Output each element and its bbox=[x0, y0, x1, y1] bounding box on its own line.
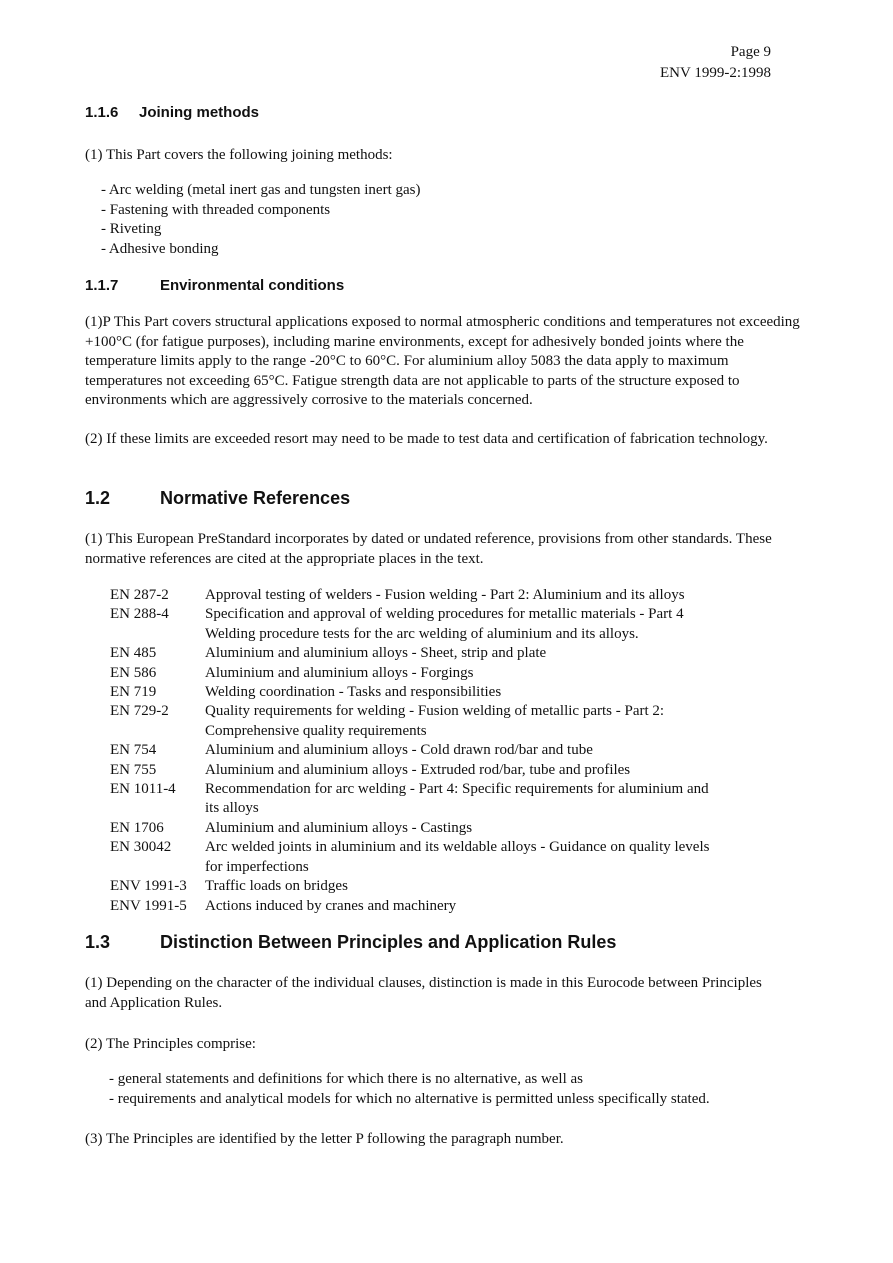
reference-title: Quality requirements for welding - Fusion welding of metallic parts - Part 2: Comprehensive quality requirements bbox=[205, 703, 665, 739]
reference-code: EN 287-2 bbox=[110, 587, 169, 603]
reference-row bbox=[110, 838, 725, 877]
reference-code: EN 755 bbox=[110, 761, 157, 778]
reference-title: Aluminium and aluminium alloys - Cold drawn rod/bar and tube bbox=[205, 742, 593, 759]
reference-row bbox=[110, 586, 725, 605]
reference-title: Recommendation for arc welding - Part 4: Specific requirements for aluminium and its alloys bbox=[205, 781, 709, 817]
reference-code: EN 485 bbox=[110, 645, 157, 662]
section-number: 1.1.7 bbox=[85, 277, 119, 294]
normative-references-list bbox=[110, 586, 725, 916]
section-heading-1-1-7 bbox=[85, 277, 344, 294]
paragraph: (3) The Principles are identified by the letter P following the paragraph number. bbox=[85, 1131, 564, 1147]
section-number: 1.1.6 bbox=[85, 104, 119, 121]
reference-row bbox=[110, 741, 725, 760]
reference-code: EN 1011-4 bbox=[110, 781, 176, 798]
reference-row bbox=[110, 702, 725, 741]
reference-title: Traffic loads on bridges bbox=[205, 878, 348, 895]
section-number: 1.2 bbox=[85, 488, 111, 508]
reference-row bbox=[110, 644, 725, 663]
reference-title: Aluminium and aluminium alloys - Sheet, strip and plate bbox=[205, 645, 547, 662]
reference-title: Aluminium and aluminium alloys - Extruded rod/bar, tube and profiles bbox=[205, 761, 631, 778]
list-item: - Fastening with threaded components bbox=[101, 201, 331, 218]
reference-title: Aluminium and aluminium alloys - Forgings bbox=[205, 664, 474, 681]
page-header bbox=[660, 42, 771, 84]
section-title: Distinction Between Principles and Application Rules bbox=[160, 932, 617, 952]
section-title: Environmental conditions bbox=[160, 277, 345, 294]
reference-row bbox=[110, 605, 725, 644]
section-title: Joining methods bbox=[139, 104, 259, 121]
list-item: - Arc welding (metal inert gas and tungsten inert gas) bbox=[101, 182, 421, 198]
list-item: - Riveting bbox=[101, 221, 162, 237]
reference-title: Arc welded joints in aluminium and its weldable alloys - Guidance on quality levels for imperfections bbox=[205, 839, 710, 875]
paragraph: (1)P This Part covers structural applications exposed to normal atmospheric conditions and temperatures not exceeding +100°C (for fatigue purposes), including marine environments, except for adhesively bonded joints where the temperature limits apply to the range -20°C to 60°C. For aluminium alloy 5083 the data apply to maximum temperatures not exceeding 65°C. Fatigue strength data are not applicable to parts of the structure exposed to environments which are aggressively corrosive to the materials concerned. bbox=[85, 314, 800, 408]
reference-code: ENV 1991-5 bbox=[110, 897, 187, 914]
paragraph: (1) Depending on the character of the individual clauses, distinction is made in this Eurocode between Principles and Application Rules. bbox=[85, 975, 762, 1011]
reference-title: Specification and approval of welding procedures for metallic materials - Part 4 Welding procedure tests for the arc welding of aluminium and its alloys. bbox=[205, 606, 684, 642]
reference-title: Actions induced by cranes and machinery bbox=[205, 897, 457, 914]
reference-code: EN 586 bbox=[110, 664, 157, 681]
reference-row bbox=[110, 664, 725, 683]
paragraph: (2) The Principles comprise: bbox=[85, 1036, 256, 1052]
joining-methods-list bbox=[101, 181, 421, 259]
section-heading-1-3 bbox=[85, 932, 616, 953]
section-number: 1.3 bbox=[85, 932, 111, 952]
reference-row bbox=[110, 897, 725, 916]
reference-code: EN 729-2 bbox=[110, 703, 169, 720]
section-title: Normative References bbox=[160, 488, 351, 508]
principles-list bbox=[109, 1070, 710, 1109]
reference-title: Aluminium and aluminium alloys - Castings bbox=[205, 819, 473, 836]
list-item: - general statements and definitions for which there is no alternative, as well as bbox=[109, 1071, 584, 1087]
reference-code: EN 754 bbox=[110, 742, 157, 759]
reference-row bbox=[110, 819, 725, 838]
section-heading-1-2 bbox=[85, 488, 350, 509]
reference-row bbox=[110, 761, 725, 780]
reference-code: EN 288-4 bbox=[110, 606, 169, 623]
reference-code: EN 30042 bbox=[110, 839, 172, 856]
section-heading-1-1-6 bbox=[85, 104, 259, 121]
reference-title: Approval testing of welders - Fusion welding - Part 2: Aluminium and its alloys bbox=[205, 587, 685, 603]
page-number: Page 9 bbox=[730, 44, 771, 60]
reference-row bbox=[110, 877, 725, 896]
list-item: - Adhesive bonding bbox=[101, 240, 219, 257]
list-item: - requirements and analytical models for which no alternative is permitted unless specifically stated. bbox=[109, 1090, 710, 1107]
reference-code: EN 1706 bbox=[110, 819, 164, 836]
paragraph: (2) If these limits are exceeded resort may need to be made to test data and certification of fabrication technology. bbox=[85, 431, 768, 447]
reference-title: Welding coordination - Tasks and responsibilities bbox=[205, 684, 502, 701]
paragraph: (1) This European PreStandard incorporates by dated or undated reference, provisions from other standards. These normative references are cited at the appropriate places in the text. bbox=[85, 531, 772, 567]
paragraph: (1) This Part covers the following joining methods: bbox=[85, 147, 393, 163]
reference-row bbox=[110, 683, 725, 702]
reference-code: ENV 1991-3 bbox=[110, 878, 187, 895]
document-code: ENV 1999-2:1998 bbox=[660, 65, 771, 81]
reference-row bbox=[110, 780, 725, 819]
reference-code: EN 719 bbox=[110, 684, 157, 701]
